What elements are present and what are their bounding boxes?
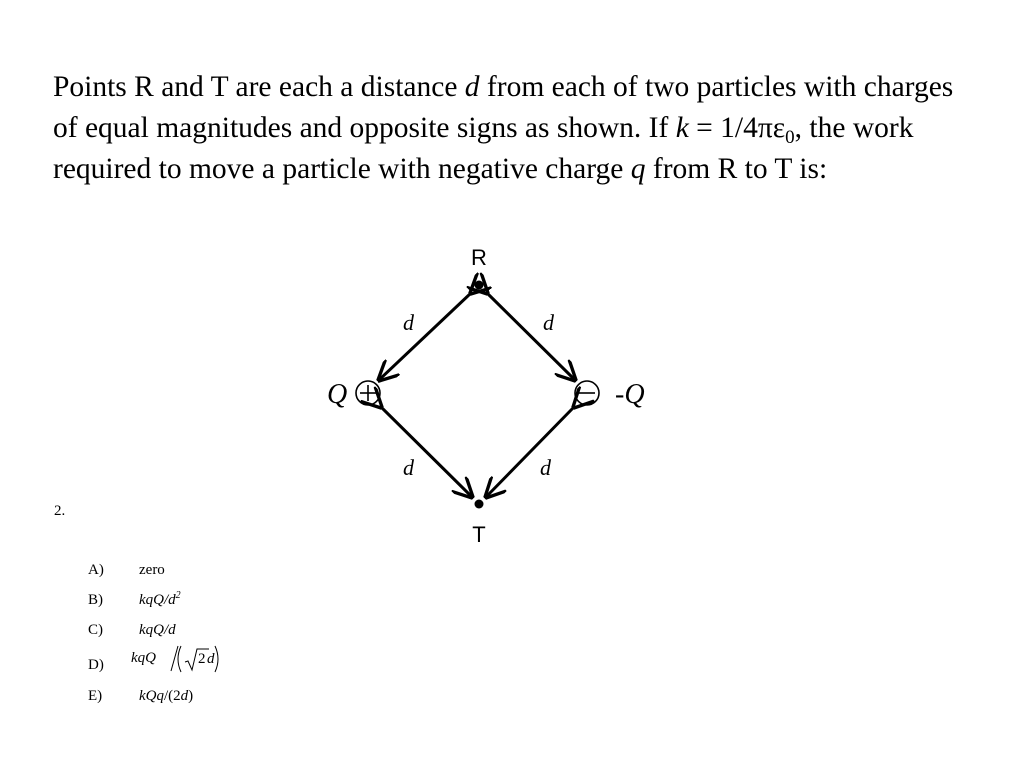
distance-label-lower-right: d: [540, 455, 551, 480]
distance-label-lower-left: d: [403, 455, 414, 480]
distance-label-upper-right: d: [543, 310, 554, 335]
choice-b[interactable]: [88, 592, 181, 609]
point-r-label: R: [471, 245, 487, 270]
formula-numerator: kqQ: [131, 650, 156, 666]
choice-text: zero: [139, 562, 165, 578]
choice-exponent: 2: [175, 590, 181, 601]
choice-text-part: ): [188, 688, 194, 704]
choice-c[interactable]: [88, 622, 176, 639]
charge-neg-q-label: -Q: [615, 379, 645, 410]
choice-text: kqQ/d: [139, 622, 176, 638]
arrow-negative-to-t: [486, 407, 574, 497]
choice-a[interactable]: [88, 562, 165, 579]
point-t-dot: [475, 500, 484, 509]
question-text: Points R and T are each a distance d from each of two particles with charges of equal magnitudes and opposite signs as shown. If $k = 1/4\pi\varepsilon_0$, the work required to move a particle with negative charge q from R to T is:: [53, 71, 954, 185]
arrow-r-to-negative: [487, 293, 575, 380]
choice-text-part: /(2: [164, 688, 181, 704]
formula-sqrt-value: 2: [198, 651, 206, 667]
point-r-dot: [475, 281, 484, 290]
problem-number: 2.: [54, 503, 66, 519]
choice-text-part: kQq: [139, 688, 164, 704]
point-t-label: T: [472, 522, 486, 547]
arrow-r-to-positive: [379, 293, 471, 380]
choice-letter: E): [88, 688, 103, 704]
distance-label-upper-left: d: [403, 310, 414, 335]
choice-letter: D): [88, 657, 104, 673]
formula-d: d: [207, 651, 215, 667]
choice-letter: C): [88, 622, 103, 638]
choice-letter: A): [88, 562, 104, 578]
negative-charge-icon: [575, 381, 599, 405]
positive-charge-icon: [356, 381, 380, 405]
charge-q-label: Q: [327, 379, 348, 410]
choice-e[interactable]: [88, 688, 193, 705]
choice-letter: B): [88, 592, 103, 608]
choice-d-formula: [131, 642, 221, 676]
choice-text: kqQ/d: [139, 592, 176, 608]
arrow-positive-to-t: [381, 407, 472, 497]
choice-text-part: d: [180, 688, 189, 704]
charge-diagram: [315, 240, 665, 550]
